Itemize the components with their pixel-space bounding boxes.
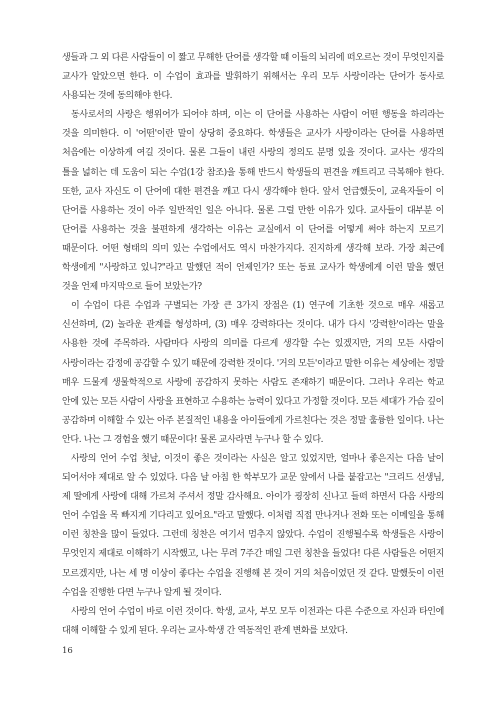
body-text xyxy=(62,49,444,641)
paragraph-4: 사랑의 언어 수업 첫날, 이것이 좋은 것이라는 사실은 알고 있었지만, 얼마나 좋은지는 다음 날이 되어서야 제대로 알 수 있었다. 다음 날 아침 한 학부모가 교문 앞에서 나를 붙잡고는 "크리드 선생님, 제 딸에게 사랑에 대해 가르쳐 주셔서 정말 감사해요. 아이가 굉장히 신나고 들떠 하면서 다음 사랑의 언어 수업을 목 빠지게 기다리고 있어요."라고 말했다. 이처럼 직접 만나거나 전화 또는 이메일을 통해 이런 칭찬을 많이 들었다. 그런데 칭찬은 여기서 멈추지 않았다. 수업이 진행될수록 학생들은 사랑이 무엇인지 제대로 이해하기 시작했고, 나는 무려 7주간 매일 그런 칭찬을 들었다! 다른 사람들은 어떤지 모르겠지만, 나는 세 명 이상이 좋다는 수업을 진행해 본 것이 거의 처음이었던 것 같다. 말했듯이 이런 수업을 진행한 다면 누구나 알게 될 것이다. xyxy=(62,453,444,598)
page-number: 16 xyxy=(62,646,73,656)
paragraph-3: 이 수업이 다른 수업과 구별되는 가장 큰 3가지 장점은 (1) 연구에 기초한 것으로 매우 새롭고 신선하며, (2) 놀라운 관계를 형성하며, (3) 매우 강력하다는 것이다. 내가 다시 '강력한'이라는 말을 사용한 것에 주목하라. 사람마다 사랑의 의미를 다르게 생각할 수는 있겠지만, 거의 모든 사람이 사랑이라는 감정에 공감할 수 있기 때문에 강력한 것이다. '거의 모든'이라고 말한 이유는 세상에는 정말 매우 드물게 생물학적으로 사랑에 공감하지 못하는 사람도 존재하기 때문이다. 그러나 우리는 학교 안에 있는 모든 사람이 사랑을 표현하고 수용하는 능력이 있다고 가정할 것이다. 모든 세대가 가슴 깊이 공감하며 이해할 수 있는 아주 본질적인 내용을 아이들에게 가르친다는 것은 정말 훌륭한 일이다. 나는 안다. 나는 그 경험을 했기 때문이다! 물론 교사라면 누구나 할 수 있다. xyxy=(62,301,444,445)
paragraph-1: 생들과 그 외 다른 사람들이 이 짧고 무해한 단어를 생각할 때 이들의 뇌리에 떠오르는 것이 무엇인지를 교사가 알았으면 한다. 이 수업이 효과를 발휘하기 위해서는 우리 모두 사랑이라는 단어가 동사로 사용되는 것에 동의해야 한다. xyxy=(62,53,444,102)
paragraph-5: 사랑의 언어 수업이 바로 이런 것이다. 학생, 교사, 부모 모두 이전과는 다른 수준으로 자신과 타인에 대해 이해할 수 있게 된다. 우리는 교사-학생 간 역동적인 관계 변화를 보았다. xyxy=(62,606,444,636)
paragraph-2: 동사로서의 사랑은 행위어가 되어야 하며, 이는 이 단어를 사용하는 사람이 어떤 행동을 하리라는 것을 의미한다. 이 '어떤'이란 말이 상당히 중요하다. 학생들은 교사가 사랑이라는 단어를 사용하면 처음에는 이상하게 여길 것이다. 물론 그들이 내린 사랑의 정의도 분명 있을 것이다. 교사는 생각의 틀을 넓히는 데 도움이 되는 수업(1강 참조)을 통해 반드시 학생들의 편견을 깨트리고 극복해야 한다. 또한, 교사 자신도 이 단어에 대한 편견을 깨고 다시 생각해야 한다. 앞서 언급했듯이, 교육자들이 이 단어를 사용하는 것이 아주 일반적인 일은 아니다. 물론 그럴 만한 이유가 있다. 교사들이 대부분 이 단어를 사용하는 것을 불편하게 생각하는 이유는 교실에서 이 단어를 어떻게 써야 하는지 모르기 때문이다. 어떤 형태의 의미 있는 수업에서도 역시 마찬가지다. 진지하게 생각해 보라. 가장 최근에 학생에게 "사랑하고 있니?"라고 말했던 적이 언제인가? 또는 동료 교사가 학생에게 이런 말을 했던 것을 언제 마지막으로 들어 보았는가? xyxy=(62,110,444,293)
